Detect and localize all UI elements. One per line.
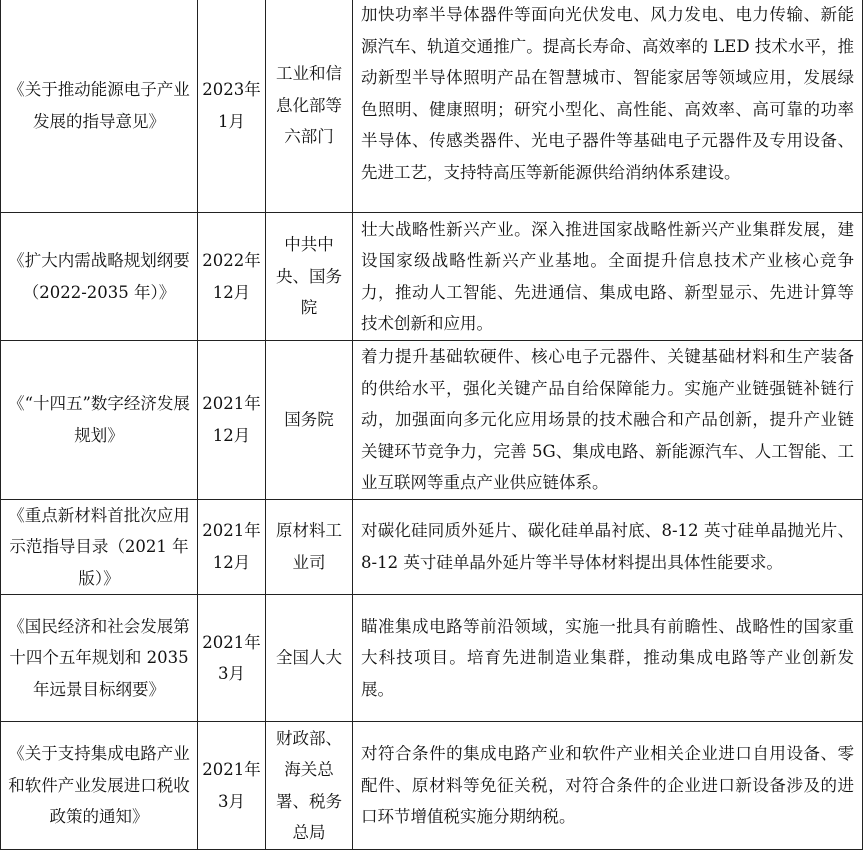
policy-name: 《重点新材料首批次应用示范指导目录（2021 年版）》 — [1, 499, 198, 595]
policy-issuer: 中共中央、国务院 — [266, 213, 353, 341]
policy-issuer: 全国人大 — [266, 595, 353, 722]
policy-content: 对碳化硅同质外延片、碳化硅单晶衬底、8-12 英寸硅单晶抛光片、8-12 英寸硅单晶外延片等半导体材料提出具体性能要求。 — [353, 499, 863, 595]
table-row — [1, 341, 863, 500]
policy-date: 2021年12月 — [198, 499, 266, 595]
table-row — [1, 0, 863, 213]
table-row — [1, 722, 863, 850]
table-row — [1, 595, 863, 722]
policy-date: 2023年1月 — [198, 0, 266, 213]
policy-date: 2021年3月 — [198, 595, 266, 722]
table-row — [1, 213, 863, 341]
policy-name: 《关于推动能源电子产业发展的指导意见》 — [1, 0, 198, 213]
policy-content: 着力提升基础软硬件、核心电子元器件、关键基础材料和生产装备的供给水平，强化关键产品自给保障能力。实施产业链强链补链行动，加强面向多元化应用场景的技术融合和产品创新，提升产业链关键环节竞争力，完善 5G、集成电路、新能源汽车、人工智能、工业互联网等重点产业供应链体系。 — [353, 341, 863, 500]
policy-issuer: 工业和信息化部等六部门 — [266, 0, 353, 213]
policy-name: 《扩大内需战略规划纲要（2022-2035 年）》 — [1, 213, 198, 341]
policy-issuer: 国务院 — [266, 341, 353, 500]
policy-date: 2022年12月 — [198, 213, 266, 341]
policy-issuer: 原材料工业司 — [266, 499, 353, 595]
policy-content: 瞄准集成电路等前沿领域，实施一批具有前瞻性、战略性的国家重大科技项目。培育先进制造业集群，推动集成电路等产业创新发展。 — [353, 595, 863, 722]
policy-content: 加快功率半导体器件等面向光伏发电、风力发电、电力传输、新能源汽车、轨道交通推广。提高长寿命、高效率的 LED 技术水平，推动新型半导体照明产品在智慧城市、智能家居等领域应用，发展绿色照明、健康照明；研究小型化、高性能、高效率、高可靠的功率半导体、传感类器件、光电子器件等基础电子元器件及专用设备、先进工艺，支持特高压等新能源供给消纳体系建设。 — [353, 0, 863, 213]
policy-name: 《关于支持集成电路产业和软件产业发展进口税收政策的通知》 — [1, 722, 198, 850]
policy-content: 壮大战略性新兴产业。深入推进国家战略性新兴产业集群发展，建设国家级战略性新兴产业基地。全面提升信息技术产业核心竞争力，推动人工智能、先进通信、集成电路、新型显示、先进计算等技术创新和应用。 — [353, 213, 863, 341]
policy-date: 2021年12月 — [198, 341, 266, 500]
policy-name: 《“十四五”数字经济发展规划》 — [1, 341, 198, 500]
policy-date: 2021年3月 — [198, 722, 266, 850]
policy-issuer: 财政部、海关总署、税务总局 — [266, 722, 353, 850]
table-row — [1, 499, 863, 595]
policy-name: 《国民经济和社会发展第十四个五年规划和 2035 年远景目标纲要》 — [1, 595, 198, 722]
policy-content: 对符合条件的集成电路产业和软件产业相关企业进口自用设备、零配件、原材料等免征关税，对符合条件的企业进口新设备涉及的进口环节增值税实施分期纳税。 — [353, 722, 863, 850]
